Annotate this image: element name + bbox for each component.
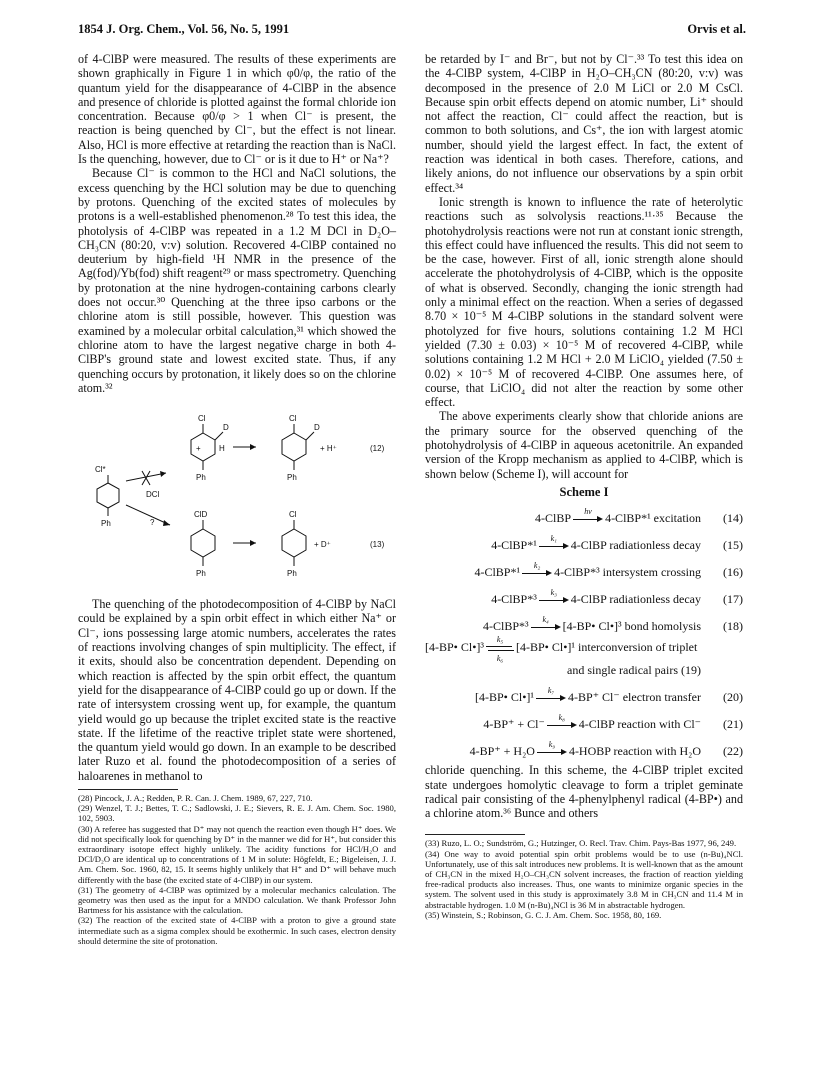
- reaction-arrow: [547, 713, 577, 730]
- reaction-arrow: [536, 686, 566, 703]
- rate-constant: k₇: [547, 686, 555, 696]
- rate-constant: k₂: [533, 561, 541, 571]
- reaction-lhs: 4-ClBP*¹: [474, 564, 521, 579]
- reaction-lhs: 4-ClBP: [535, 510, 572, 525]
- reaction-equation: [425, 736, 743, 763]
- atom-label-h: H: [219, 444, 225, 454]
- equation-number: (22): [723, 743, 743, 758]
- footnote-rule: [78, 789, 178, 790]
- reaction-rhs: 4-ClBP*¹ excitation: [605, 510, 701, 525]
- footnote-28: (28) Pincock, J. A.; Redden, P. R. Can. J. Chem. 1989, 67, 227, 710.: [78, 792, 313, 803]
- atom-label-cl: Cl: [198, 414, 206, 424]
- reaction-rhs: 4-ClBP radiationless decay: [570, 537, 701, 552]
- rate-constant: k₃: [550, 588, 557, 598]
- reaction-list: [425, 503, 743, 763]
- reaction-rhs: 4-ClBP*³ intersystem crossing: [554, 564, 701, 579]
- body-paragraph: of 4-ClBP were measured. The results of these experiments are shown graphically in Figure 1 in which φ0/φ, the ratio of the quantum yield for the disappearance of 4-ClBP in the absence and presence of chloride is plotted against the formal chloride ion concentration. Because φ0/φ > 1 when Cl⁻ is present, the reaction is being quenched by Cl⁻, but the effect is not linear. Also, HCl is more effective at retarding the reaction than is NaCl. Is the quenching, however, due to Cl⁻ or is it due to H⁺ or Na⁺?: [78, 52, 396, 167]
- reaction-scheme-12-13: [78, 401, 396, 589]
- reagent-label-dcl: DCl: [146, 490, 160, 500]
- header-authors: Orvis et al.: [687, 22, 746, 36]
- footnote-rule: [425, 834, 525, 835]
- header-journal-citation: 1854 J. Org. Chem., Vol. 56, No. 5, 1991: [78, 22, 290, 36]
- atom-label-d: D: [223, 423, 229, 433]
- reaction-lhs: [4-BP• Cl•]¹: [475, 689, 535, 704]
- atom-label-cl: Cl: [289, 510, 297, 520]
- equation-number: (15): [723, 537, 743, 552]
- footnote-33: (33) Ruzo, L. O.; Sundström, G.; Hutzinger, O. Recl. Trav. Chim. Pays-Bas 1977, 96, 249.: [425, 838, 737, 849]
- atom-label-ph: Ph: [196, 473, 206, 483]
- reaction-rhs: 4-ClBP reaction with Cl⁻: [578, 716, 701, 731]
- rate-constant: k₁: [550, 534, 557, 544]
- question-mark-label: ?: [150, 518, 155, 528]
- rate-constant: hν: [584, 507, 592, 517]
- rate-constant: k₉: [548, 740, 556, 750]
- atom-label-plus: +: [196, 444, 201, 454]
- reaction-equation: [425, 584, 743, 611]
- footnote-32: (32) The reaction of the excited state of 4-ClBP with a proton to give a ground state intermediate such as a sigma complex should be exothermic. In such cases, electron density should determine the site of protonation.: [78, 915, 396, 946]
- reaction-equation: [425, 682, 743, 709]
- reaction-lhs: 4-ClBP*³: [491, 591, 537, 606]
- atom-label-ph: Ph: [101, 519, 111, 529]
- reaction-lhs: 4-BP⁺ + H₂O: [469, 743, 535, 758]
- benzene-ring: [191, 433, 215, 461]
- reaction-equation: [425, 503, 743, 530]
- reaction-equation: [425, 635, 743, 682]
- equation-number: (18): [723, 618, 743, 633]
- footnote-34: (34) One way to avoid potential spin orbit problems would be to use (n-Bu)₄NCl. Unfortunately, use of this salt introduces new problems. It is well-known that as the amount of CH₃CN in the mixed H₂O–CH₃CN solvent increases, the fraction of reaction yielding free-radical products also increases. Thus, one wants to minimize organic species in the system. The solvent used in this study is approximately 3.8 M in CH₃CN and 11.4 M in abstractable hydrogen. 1.0 M (n-Bu)₄NCl is 36 M in abstractable hydrogen.: [425, 848, 743, 910]
- left-column: [78, 52, 396, 946]
- reaction-arrow: [531, 615, 561, 632]
- atom-label-cl: Cl: [289, 414, 297, 424]
- body-paragraph: be retarded by I⁻ and Br⁻, but not by Cl⁻.³³ To test this idea on the 4-ClBP system, 4-ClBP in H₂O–CH₃CN (80:20, v:v) was decomposed in the presence of 2.0 M LiCl or 2.0 M CsCl. Because spin orbit effects depend on atomic number, Li⁺ should not affect the reaction, Cl⁻ could affect the reaction, but is common to both solutions, and Cs⁺, the ion with largest atomic number, should yield the largest effect. In fact, the extent of reaction was identical in both cases. Therefore, cations, and likely anions, do not influence our observations by a spin orbit effect.³⁴: [425, 52, 743, 195]
- reaction-arrow: [126, 505, 170, 528]
- body-paragraph: Because Cl⁻ is common to the HCl and NaCl solutions, the excess quenching by the HCl solution may be due to quenching by protons. Quenching of the excited states of molecules by protons is a well-established phenomenon.²⁸ To test this idea, the photolysis of 4-ClBP was repeated in a 1.2 M DCl in D₂O–CH₃CN (80:20, v:v) solution. Recovered 4-ClBP contained no deuterium by high-field ¹H NMR in the presence of the Ag(fod)/Yb(fod) shift reagent²⁹ or mass spectrometry. Quenching by protonation at the nine hydrogen-containing carbons clearly does not occur.³⁰ Quenching at the three ipso carbons or the chlorine atom is still possible, however. This question was examined by a molecular orbital calculation,³¹ which showed the chlorine atom to have the largest negative charge in both 4-ClBP's ground state and lowest excited state. Thus, if any quenching occurs by protonation, it likely does so on the chlorine atom.³²: [78, 166, 396, 395]
- reaction-equation: [425, 611, 743, 638]
- benzene-ring: [282, 529, 306, 557]
- reaction-rhs: 4-ClBP radiationless decay: [570, 591, 701, 606]
- body-paragraph: The above experiments clearly show that chloride anions are the primary source for the observed quenching of the photohydrolysis of 4-ClBP in aqueous acetonitrile. An expanded version of the Kropp mechanism as applied to 4-ClBP, which is shown below (Scheme I), will account for: [425, 409, 743, 481]
- reaction-rhs-continued: and single radical pairs (19): [567, 662, 701, 677]
- body-paragraph: Ionic strength is known to influence the rate of heterolytic reactions such as solvolysis reactions.¹¹·³⁵ Because the photohydrolysis reactions were not run at constant ionic strength, this effect could have influenced the results. This did not seem to be the case, however. First of all, ionic strength alone should accelerate the photohydrolysis of 4-ClBP, which is the opposite of what is observed. Secondly, changing the ionic strength had only a minimal effect on the reaction. When a series of degassed 8.70 × 10⁻⁵ M 4-ClBP solutions in the standard solvent were photolyzed for five hours, solutions containing 1.2 M HCl yielded (7.30 ± 0.03) × 10⁻⁵ M of recovered 4-ClBP, while solutions containing 1.2 M HCl + 2.0 M LiClO₄ yielded (7.50 ± 0.02) × 10⁻⁵ M of recovered 4-ClBP. One assumes here, of course, that LiClO₄ did not alter the reaction by some other effect.: [425, 194, 743, 410]
- reaction-equation: [425, 530, 743, 557]
- reaction-equation: [425, 557, 743, 584]
- rate-constant: k₅: [496, 635, 504, 645]
- reaction-arrow: [539, 534, 569, 551]
- rate-constant: k₄: [542, 615, 549, 625]
- reaction-rhs: [4-BP• Cl•]¹ interconversion of triplet: [516, 640, 698, 655]
- reaction-arrow: [573, 507, 603, 524]
- equation-number-12: (12): [370, 444, 385, 454]
- reaction-equation: [425, 709, 743, 736]
- body-paragraph: chloride quenching. In this scheme, the 4-ClBP triplet excited state undergoes homolytic cleavage to form a triplet geminate radical pair consisting of the 4-phenylphenyl radical (4-BP•) and a chlorine atom.³⁶ Bunce and others: [425, 763, 743, 821]
- reaction-lhs: 4-ClBP*³: [483, 618, 529, 633]
- reaction-lhs: 4-ClBP*¹: [491, 537, 537, 552]
- benzene-ring: [282, 433, 306, 461]
- atom-label-cld: ClD: [194, 510, 208, 520]
- equation-number: (16): [723, 564, 743, 579]
- atom-label-d: D: [314, 423, 320, 433]
- reaction-rhs: 4-HOBP reaction with H₂O: [568, 743, 701, 758]
- equilibrium-arrow: [486, 635, 514, 664]
- equation-number: (17): [723, 591, 743, 606]
- reaction-arrow: [522, 561, 552, 578]
- benzene-ring: [97, 483, 119, 508]
- product-label-d-plus: + D⁺: [314, 540, 331, 550]
- reaction-lhs: [4-BP• Cl•]³: [425, 640, 485, 655]
- equation-number: (20): [723, 689, 743, 704]
- atom-label-cl-star: Cl*: [95, 465, 106, 475]
- scheme-title: Scheme I: [559, 484, 609, 499]
- atom-label-ph: Ph: [287, 473, 297, 483]
- body-paragraph: The quenching of the photodecomposition of 4-ClBP by NaCl could be explained by a spin orbit effect in which either Na⁺ or Cl⁻, ions possessing large atomic numbers, accelerates the rates of reactions involving changes of spin multiplicity. The effect, if it exits, should also be concentration dependent. Depending on which reaction is affected by the spin orbit effect, the quantum yield for the disappearance of 4-ClBP could go up or down. If the rate of intersystem crossing went up, for example, the quantum yield would go up because the triplet excited state is the reactive state. If the lifetime of the reactive triplet state were shortened, the quantum yield would go down. In an example to be described later Ruzo et al. found the photodecomposition of a series of haloarenes in methanol to: [78, 597, 396, 783]
- footnotes: [425, 838, 743, 920]
- equation-number-13: (13): [370, 540, 385, 550]
- atom-label-ph: Ph: [287, 569, 297, 579]
- product-label-h-plus: + H⁺: [320, 444, 337, 454]
- right-column: [425, 52, 743, 920]
- rate-constant: k₆: [496, 654, 504, 664]
- rate-constant: k₈: [558, 713, 565, 723]
- reaction-arrow: [537, 740, 567, 757]
- equation-number: (21): [723, 716, 743, 731]
- reaction-arrow: [539, 588, 569, 605]
- footnotes: [78, 793, 396, 946]
- atom-label-ph: Ph: [196, 569, 206, 579]
- reaction-lhs: 4-BP⁺ + Cl⁻: [483, 716, 545, 731]
- reaction-rhs: [4-BP• Cl•]³ bond homolysis: [562, 618, 701, 633]
- footnote-30: (30) A referee has suggested that D⁺ may not quench the reaction even though H⁺ does. We did not specifically look for quenching by D⁺ in the manner we did for H⁺, but consider this extraordinary isotope effect highly unlikely. The acidity functions for HCl/H₂O and DCl/D₂O are identical up to concentrations of 1 M in solute: Högfeldt, E.; Bigeleisen, J. J. Am. Chem. Soc. 1960, 82, 15. It seems highly unlikely that H⁺ and D⁺ will behave much differently with the base (the excited state of 4-ClBP) in our system.: [78, 823, 396, 885]
- footnote-31: (31) The geometry of 4-ClBP was optimized by a molecular mechanics calculation. The geometry was then used as the input for a MNDO calculation. We thank Professor John Bartmess for his assistance with the calculation.: [78, 884, 396, 916]
- reaction-rhs: 4-BP⁺ Cl⁻ electron transfer: [568, 689, 701, 704]
- benzene-ring: [191, 529, 215, 557]
- footnote-29: (29) Wenzel, T. J.; Bettes, T. C.; Sadlowski, J. E.; Sievers, R. E. J. Am. Chem. Soc. 1980, 102, 5903.: [78, 803, 396, 824]
- equation-number: (14): [723, 510, 743, 525]
- footnote-35: (35) Winstein, S.; Robinson, G. C. J. Am. Chem. Soc. 1958, 80, 169.: [425, 909, 662, 920]
